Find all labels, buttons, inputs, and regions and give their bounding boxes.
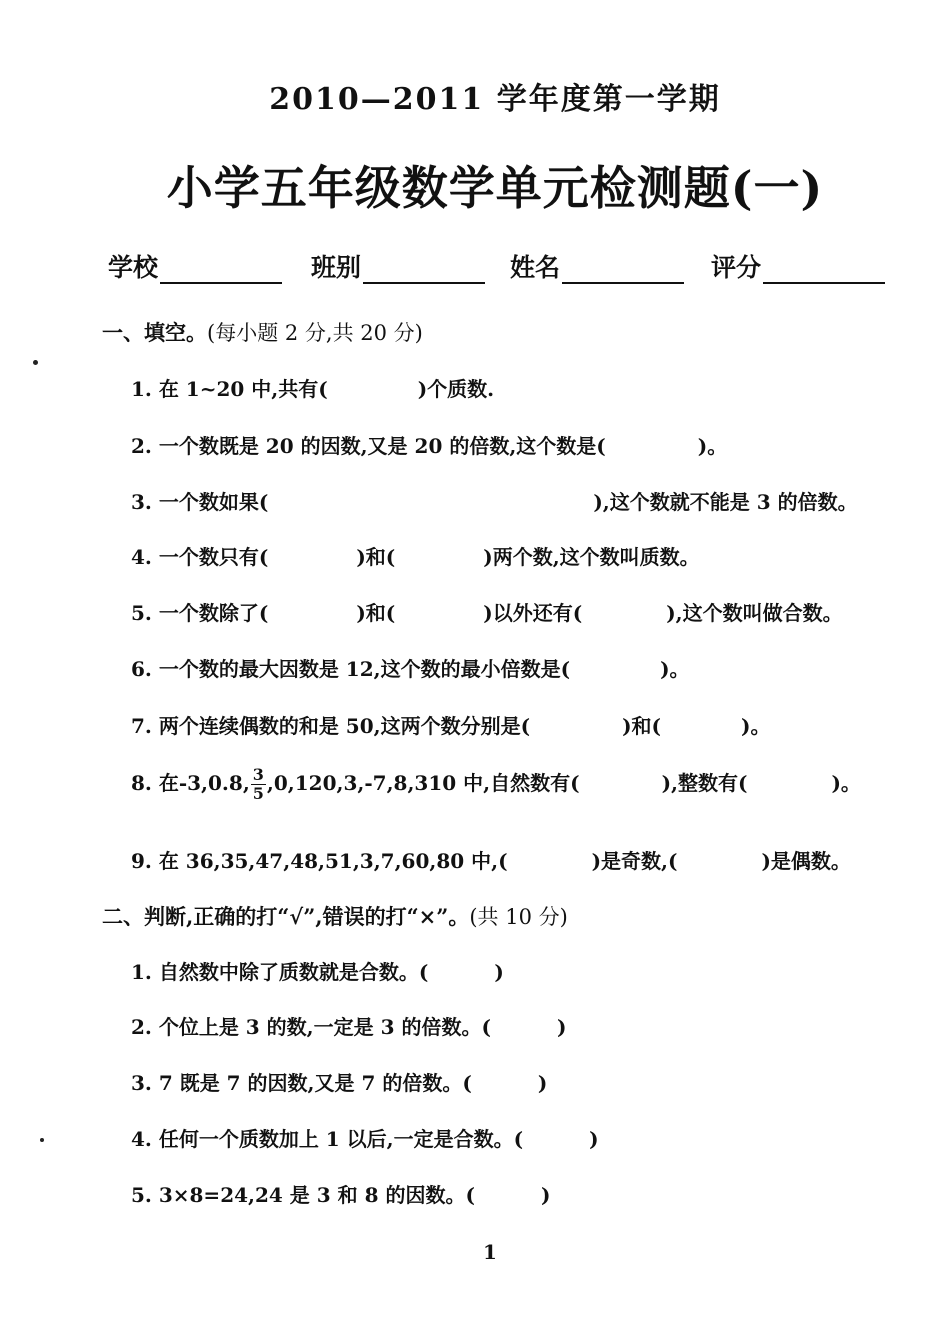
score-field [711, 248, 885, 284]
exam-title: 小学五年级数学单元检测题(一) [166, 161, 824, 215]
score-label: 评分 [711, 253, 762, 282]
school-blank[interactable] [160, 256, 282, 284]
fraction-numerator: 3 [252, 765, 264, 784]
class-field [311, 248, 485, 284]
section2-note: (共 10 分) [469, 905, 568, 929]
s1-question-9: 9. 在 36,35,47,48,51,3,7,60,80 中,( )是奇数,( )是偶数。 [131, 849, 851, 873]
s1-question-4: 4. 一个数只有( )和( )两个数,这个数叫质数。 [131, 545, 700, 569]
section2-heading [102, 901, 568, 931]
name-label: 姓名 [510, 253, 561, 282]
semester-subtitle: 2010—2011 学年度第一学期 [269, 82, 721, 117]
s1-question-8: 8. 在-3,0.8, $\frac{3}{5}$ ,0,120,3,-7,8,310 中,自然数有( ),整数有( )。 [131, 765, 861, 803]
school-label: 学校 [108, 253, 159, 282]
section1-heading [102, 317, 423, 347]
section2-title: 二、判断,正确的打“√”,错误的打“×”。 [102, 904, 470, 929]
s1-question-3: 3. 一个数如果( ),这个数就不能是 3 的倍数。 [131, 490, 858, 514]
s1-question-2: 2. 一个数既是 20 的因数,又是 20 的倍数,这个数是( )。 [131, 434, 728, 458]
s1-question-5: 5. 一个数除了( )和( )以外还有( ),这个数叫做合数。 [131, 601, 843, 625]
fraction-three-fifths [251, 766, 266, 803]
s2-question-5: 5. 3×8=24,24 是 3 和 8 的因数。( ) [131, 1183, 551, 1207]
class-blank[interactable] [363, 256, 485, 284]
scan-speck [33, 360, 38, 365]
s1-question-1: 1. 在 1~20 中,共有( )个质数. [131, 377, 495, 401]
s2-question-3: 3. 7 既是 7 的因数,又是 7 的倍数。( ) [131, 1071, 548, 1095]
s1-question-7: 7. 两个连续偶数的和是 50,这两个数分别是( )和( )。 [131, 714, 771, 738]
name-blank[interactable] [562, 256, 684, 284]
class-label: 班别 [311, 253, 362, 282]
name-field [510, 248, 684, 284]
section1-note: (每小题 2 分,共 20 分) [207, 321, 423, 345]
scan-speck [40, 1138, 44, 1142]
page-number: 1 [483, 1240, 497, 1264]
s2-question-1: 1. 自然数中除了质数就是合数。( ) [131, 960, 504, 984]
school-field [108, 248, 282, 284]
s2-question-4: 4. 任何一个质数加上 1 以后,一定是合数。( ) [131, 1127, 599, 1151]
s2-question-2: 2. 个位上是 3 的数,一定是 3 的倍数。( ) [131, 1015, 567, 1039]
fraction-denominator: 5 [252, 784, 264, 803]
section1-title: 一、填空。 [102, 320, 207, 345]
s1-question-6: 6. 一个数的最大因数是 12,这个数的最小倍数是( )。 [131, 657, 690, 681]
score-blank[interactable] [763, 256, 885, 284]
